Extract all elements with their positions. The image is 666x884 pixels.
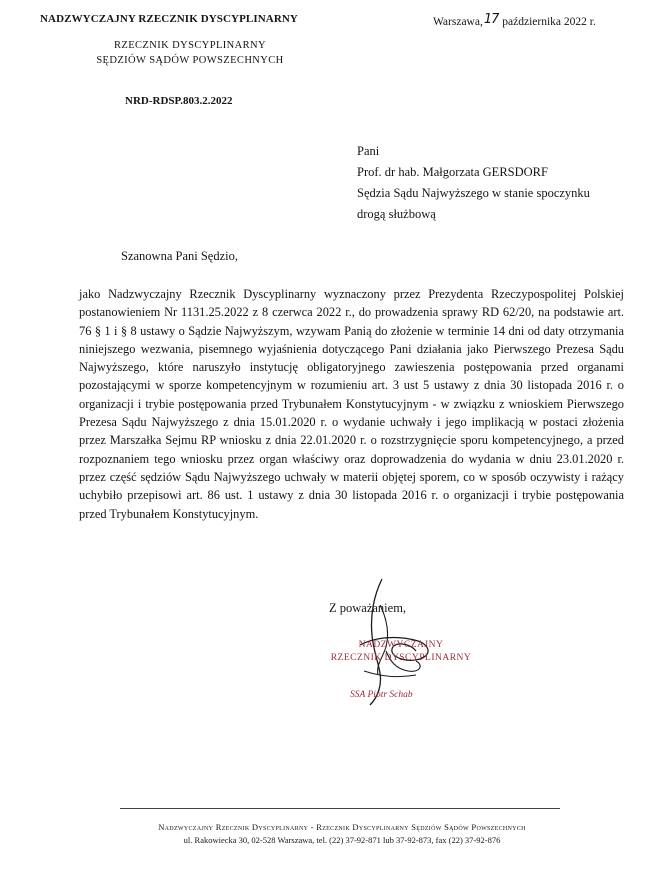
footer-address: ul. Rakowiecka 30, 02-528 Warszawa, tel. (22) 37-92-871 lub 37-92-873, fax (22) 37-92-876	[183, 835, 501, 845]
letterhead-department	[90, 38, 290, 68]
addressee-line: Sędzia Sądu Najwyższego w stanie spoczynku	[357, 186, 590, 200]
addressee-line: drogą służbową	[357, 207, 436, 221]
addressee-name: Prof. dr hab. Małgorzata GERSDORF	[357, 165, 548, 179]
stamp-line1: NADZWYCZAJNY	[358, 640, 444, 650]
closing-phrase: Z poważaniem,	[329, 601, 407, 615]
stamp-line2: RZECZNIK DYSCYPLINARNY	[330, 653, 472, 663]
addressee-block	[357, 141, 590, 225]
letterhead-title: NADZWYCZAJNY RZECZNIK DYSCYPLINARNY	[40, 13, 298, 25]
letterhead-department-line1: RZECZNIK DYSCYPLINARNY	[113, 40, 266, 51]
official-stamp	[316, 639, 486, 665]
date-month-year: października 2022 r.	[502, 16, 596, 28]
letter-date	[433, 14, 596, 29]
letter-body: jako Nadzwyczajny Rzecznik Dyscyplinarny wyznaczony przez Prezydenta Rzeczypospolitej Polskiej postanowieniem Nr 1131.25.2022 z 8 czerwca 2022 r., do prowadzenia sprawy RD 62/20, na podstawie art. 76 § 1 i § 8 ustawy o Sądzie Najwyższym, wzywam Panią do złożenie w terminie 14 dni od daty otrzymania niniejszego wezwania, pisemnego wyjaśnienia dotyczącego Pani działania jako Pierwszego Prezesa Sądu Najwyższego, które naruszyło instytucję obligatoryjnego zawieszenia postępowania przed organami pozostającymi w sporze kompetencyjnym w rozumieniu art. 3 ust 5 ustawy z dnia 30 listopada 2016 r. o organizacji i trybie postępowania przed Trybunałem Konstytucyjnym - w związku z wnioskiem Pierwszego Prezesa Sądu Najwyższego z dnia 15.01.2020 r. o wydanie uchwały i jego implikacją w postaci złożenia przez Marszałka Sejmu RP wniosku z dnia 22.01.2020 r. o rozstrzygnięcie sporu kompetencyjnego, a przed rozpoznaniem tego wniosku przez organ właściwy oraz doprowadzenia do wydania w dniu 23.01.2020 r. przez część sędziów Sądu Najwyższego uchwały w materii objętej sporem, co w sposób oczywisty i rażący uchybiło przepisowi art. 86 ust. 1 ustawy z dnia 30 listopada 2016 r. o organizacji i trybie postępowania przed Trybunałem Konstytucyjnym.	[79, 287, 624, 521]
footer-divider	[120, 808, 560, 809]
stamp-signatory-name: SSA Piotr Schab	[350, 690, 413, 700]
reference-number: NRD-RDSP.803.2.2022	[125, 95, 233, 107]
salutation: Szanowna Pani Sędzio,	[121, 249, 238, 263]
letterhead-department-line2: SĘDZIÓW SĄDÓW POWSZECHNYCH	[96, 55, 284, 66]
date-city: Warszawa,	[433, 16, 483, 28]
addressee-line: Pani	[357, 144, 380, 158]
footer-institution: Nadzwyczajny Rzecznik Dyscyplinarny - Rzecznik Dyscyplinarny Sędziów Sądów Powszechnych	[158, 822, 526, 832]
date-day-handwritten: 17	[483, 12, 499, 27]
